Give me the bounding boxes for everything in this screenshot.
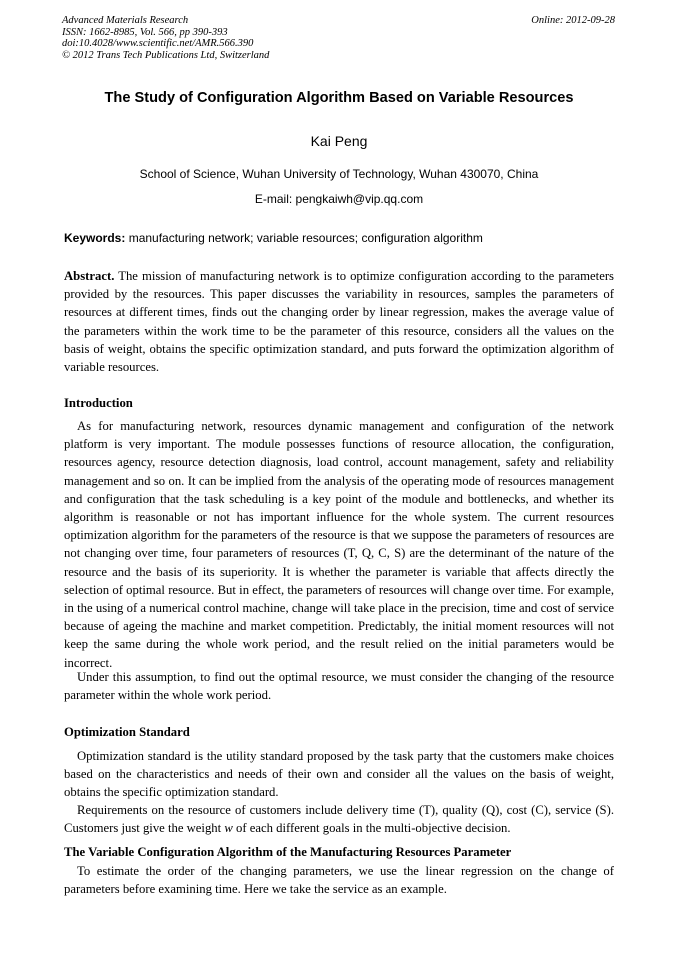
weight-variable: w	[224, 821, 233, 836]
issn-line: ISSN: 1662-8985, Vol. 566, pp 390-393	[62, 26, 228, 38]
optimization-p2-text-b: of each different goals in the multi-objective decision.	[232, 821, 511, 836]
variable-algorithm-paragraph: To estimate the order of the changing parameters, we use the linear regression on the change of parameters before examining time. Here we take the service as an example.	[64, 864, 614, 897]
optimization-p2-text-a: Requirements on the resource of customers include delivery time (T), quality (Q), cost (C), service (S). Customers just give the weight	[64, 803, 614, 836]
abstract-text: The mission of manufacturing network is to optimize configuration according to the parameters provided by the resources. This paper discusses the variability in resources, samples the parameters of resources at different times, finds out the changing order by linear regression, makes the average value of the parameters within the work time to be the parameter of this resource, considers all the values on the basis of weight, obtains the specific optimization standard, and puts forward the optimization algorithm of variable resources.	[64, 269, 614, 375]
journal-name: Advanced Materials Research	[62, 15, 189, 26]
online-date: Online: 2012-09-28	[531, 15, 615, 26]
keywords-label: Keywords:	[64, 231, 126, 245]
section-heading-variable-algorithm: The Variable Configuration Algorithm of the Manufacturing Resources Parameter	[64, 845, 512, 859]
optimization-paragraph-1: Optimization standard is the utility standard proposed by the task party that the customers make choices based on the characteristics and needs of their own and consider all the values on the basis of weight, obtains the specific optimization standard.	[64, 749, 614, 800]
optimization-paragraph-2	[64, 801, 614, 837]
author-email: E-mail: pengkaiwh@vip.qq.com	[254, 192, 424, 206]
paper-title: The Study of Configuration Algorithm Based on Variable Resources	[104, 90, 574, 106]
intro-paragraph-1: As for manufacturing network, resources dynamic management and configuration of the network platform is very important. The module possesses functions of resource allocation, the configuration, resources agency, resource detection diagnosis, load control, account management, safety and reliability management and so on. It can be implied from the analysis of the operating mode of resources management and configuration that the task scheduling is a key point of the module and bottlenecks, and whether its algorithm is reasonable or not has important influence for the whole system. The current resources optimization algorithm for the parameters of the resource is that we suppose the parameters of resources are not changing over time, four parameters of resources (T, Q, C, S) are the determinant of the nature of the resource and the basis of its superiority. It is whether the parameter is variable that affects directly the selection of optimal resource. But in effect, the parameters of resources will change over time. For example, in the using of a numerical control machine, change will take place in the precision, time and cost of service because of ageing the machine and market competition. Predictably, the initial moment resources will not keep the same during the whole work period, and the result relied on the initial parameters would be incorrect.	[64, 419, 614, 670]
author-name: Kai Peng	[310, 133, 368, 149]
keywords-text: manufacturing network; variable resources; configuration algorithm	[125, 231, 483, 245]
intro-paragraph-2: Under this assumption, to find out the optimal resource, we must consider the changing of the resource parameter within the whole work period.	[64, 670, 614, 703]
abstract-paragraph	[64, 267, 614, 376]
journal-header	[62, 15, 269, 61]
doi-line: doi:10.4028/www.scientific.net/AMR.566.390	[62, 38, 254, 49]
section-heading-introduction: Introduction	[64, 396, 133, 410]
copyright-line: © 2012 Trans Tech Publications Ltd, Switzerland	[62, 49, 270, 61]
keywords-line	[64, 231, 624, 245]
affiliation: School of Science, Wuhan University of Technology, Wuhan 430070, China	[139, 167, 539, 181]
abstract-label: Abstract.	[64, 269, 115, 283]
section-heading-optimization: Optimization Standard	[64, 725, 190, 739]
